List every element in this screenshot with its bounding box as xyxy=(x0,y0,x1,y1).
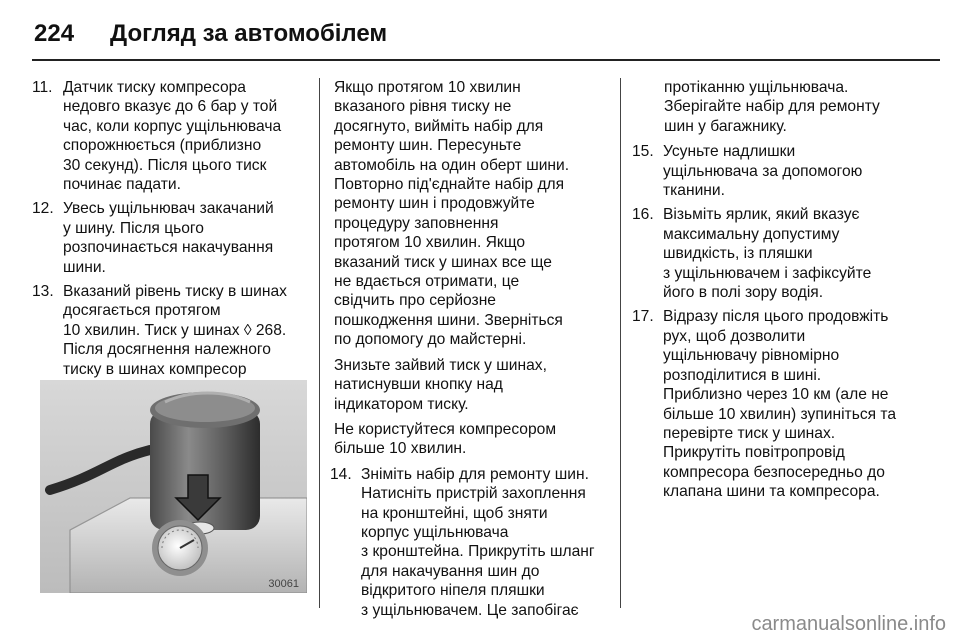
step-number: 11. xyxy=(32,79,53,96)
text-line: рух, щоб дозволити xyxy=(663,327,806,345)
text-line: клапана шини та компресора. xyxy=(663,483,880,501)
compressor-illustration xyxy=(40,380,307,593)
step-12 xyxy=(32,199,304,277)
text-line: на кронштейні, щоб зняти xyxy=(361,504,548,522)
text-line: корпус ущільнювача xyxy=(361,523,509,541)
text-line: Відразу після цього продовжіть xyxy=(663,308,889,326)
text-line: протіканню ущільнювача. xyxy=(664,79,849,96)
page-title: Догляд за автомобілем xyxy=(110,20,388,47)
text-line: 10 хвилин. Тиск у шинах ◊ 268. xyxy=(63,321,287,339)
text-line: спорожнюється (приблизно xyxy=(63,137,262,155)
step-text xyxy=(663,142,932,200)
text-line: більше 10 хвилин. xyxy=(334,440,467,458)
step-number: 14. xyxy=(330,465,352,483)
step-text xyxy=(663,307,932,501)
text-line: вказаний тиск у шинах все ще xyxy=(334,253,552,271)
step-number: 12. xyxy=(32,200,54,218)
step-17 xyxy=(632,307,932,501)
text-line: відкритого ніпеля пляшки xyxy=(361,582,545,600)
text-line: свідчить про серйозне xyxy=(334,292,496,310)
column-1 xyxy=(32,78,304,404)
step-text xyxy=(63,78,304,194)
text-line: час, коли корпус ущільнювача xyxy=(63,117,282,135)
text-line: компресора безпосередньо до xyxy=(663,463,885,481)
text-line: починає падати. xyxy=(63,176,181,194)
text-line: Зніміть набір для ремонту шин. xyxy=(361,465,589,483)
text-line: Після досягнення належного xyxy=(63,341,271,359)
text-line: Повторно під'єднайте набір для xyxy=(334,176,565,194)
text-line: Не користуйтеся компресором xyxy=(334,420,557,438)
text-line: пошкодження шини. Зверніться xyxy=(334,311,563,329)
header-divider xyxy=(32,59,940,61)
paragraph xyxy=(330,356,610,414)
text-line: ремонту шин і продовжуйте xyxy=(334,195,535,213)
step-number: 16. xyxy=(632,206,654,224)
page-header xyxy=(34,14,387,54)
step-text xyxy=(63,199,304,277)
paragraph xyxy=(330,420,610,459)
text-line: Датчик тиску компресора xyxy=(63,79,246,96)
text-line: з кронштейна. Прикрутіть шланг xyxy=(361,543,595,561)
text-line: перевірте тиск у шинах. xyxy=(663,424,836,442)
step-text xyxy=(663,205,932,302)
compressor-drawing xyxy=(40,380,307,593)
text-line: шини. xyxy=(63,258,106,276)
text-line: Знизьте зайвий тиск у шинах, xyxy=(334,356,547,374)
text-line: Увесь ущільнювач закачаний xyxy=(63,200,274,218)
text-line: Вказаний рівень тиску в шинах xyxy=(63,283,287,301)
text-line: розподілитися в шині. xyxy=(663,366,822,384)
watermark: carmanualsonline.info xyxy=(751,613,946,635)
step-number: 17. xyxy=(632,308,654,326)
text-line: Зберігайте набір для ремонту xyxy=(664,98,880,116)
text-line: тиску в шинах компресор xyxy=(63,360,247,378)
text-line: ущільнювачу рівномірно xyxy=(663,347,840,365)
text-line: ремонту шин. Пересуньте xyxy=(334,137,522,155)
text-line: швидкість, із пляшки xyxy=(663,245,813,263)
text-line: більше 10 хвилин) зупиніться та xyxy=(663,405,897,423)
step-text xyxy=(361,465,610,620)
text-line: шин у багажнику. xyxy=(664,117,787,135)
step-number: 15. xyxy=(632,143,654,161)
paragraph xyxy=(632,78,932,136)
figure-code: 30061 xyxy=(268,578,299,590)
column-divider-2 xyxy=(620,78,621,608)
text-line: максимальну допустиму xyxy=(663,225,840,243)
text-line: процедуру заповнення xyxy=(334,214,499,232)
text-line: досягнуто, вийміть набір для xyxy=(334,117,544,135)
text-line: Візьміть ярлик, який вказує xyxy=(663,206,860,224)
step-14 xyxy=(330,465,610,620)
text-line: з ущільнювачем і зафіксуйте xyxy=(663,264,872,282)
text-line: досягається протягом xyxy=(63,302,221,320)
text-line: індикатором тиску. xyxy=(334,395,469,413)
column-divider-1 xyxy=(319,78,320,608)
text-line: його в полі зору водія. xyxy=(663,284,824,302)
text-line: розпочинається накачування xyxy=(63,239,274,257)
text-line: недовго вказує до 6 бар у той xyxy=(63,98,278,116)
step-number: 13. xyxy=(32,283,54,301)
text-line: Якщо протягом 10 хвилин xyxy=(334,79,521,96)
text-line: 30 секунд). Після цього тиск xyxy=(63,156,267,174)
text-line: ущільнювача за допомогою xyxy=(663,162,863,180)
text-line: не вдається отримати, це xyxy=(334,273,520,291)
text-line: Прикрутіть повітропровід xyxy=(663,444,845,462)
text-line: Усуньте надлишки xyxy=(663,143,796,161)
text-line: автомобіль на один оберт шини. xyxy=(334,156,570,174)
column-2 xyxy=(330,78,610,625)
column-3 xyxy=(632,78,932,507)
text-line: Натисніть пристрій захоплення xyxy=(361,485,586,503)
text-line: Приблизно через 10 км (але не xyxy=(663,386,889,404)
step-16 xyxy=(632,205,932,302)
text-line: з ущільнювачем. Це запобігає xyxy=(361,601,579,619)
step-11 xyxy=(32,78,304,194)
text-line: тканини. xyxy=(663,182,725,200)
text-line: вказаного рівня тиску не xyxy=(334,98,512,116)
text-line: у шину. Після цього xyxy=(63,219,204,237)
page-number: 224 xyxy=(34,20,75,47)
text-line: натиснувши кнопку над xyxy=(334,376,503,394)
paragraph xyxy=(330,78,610,350)
text-line: для накачування шин до xyxy=(361,562,540,580)
text-line: по допомогу до майстерні. xyxy=(334,331,527,349)
text-line: протягом 10 хвилин. Якщо xyxy=(334,234,526,252)
step-15 xyxy=(632,142,932,200)
